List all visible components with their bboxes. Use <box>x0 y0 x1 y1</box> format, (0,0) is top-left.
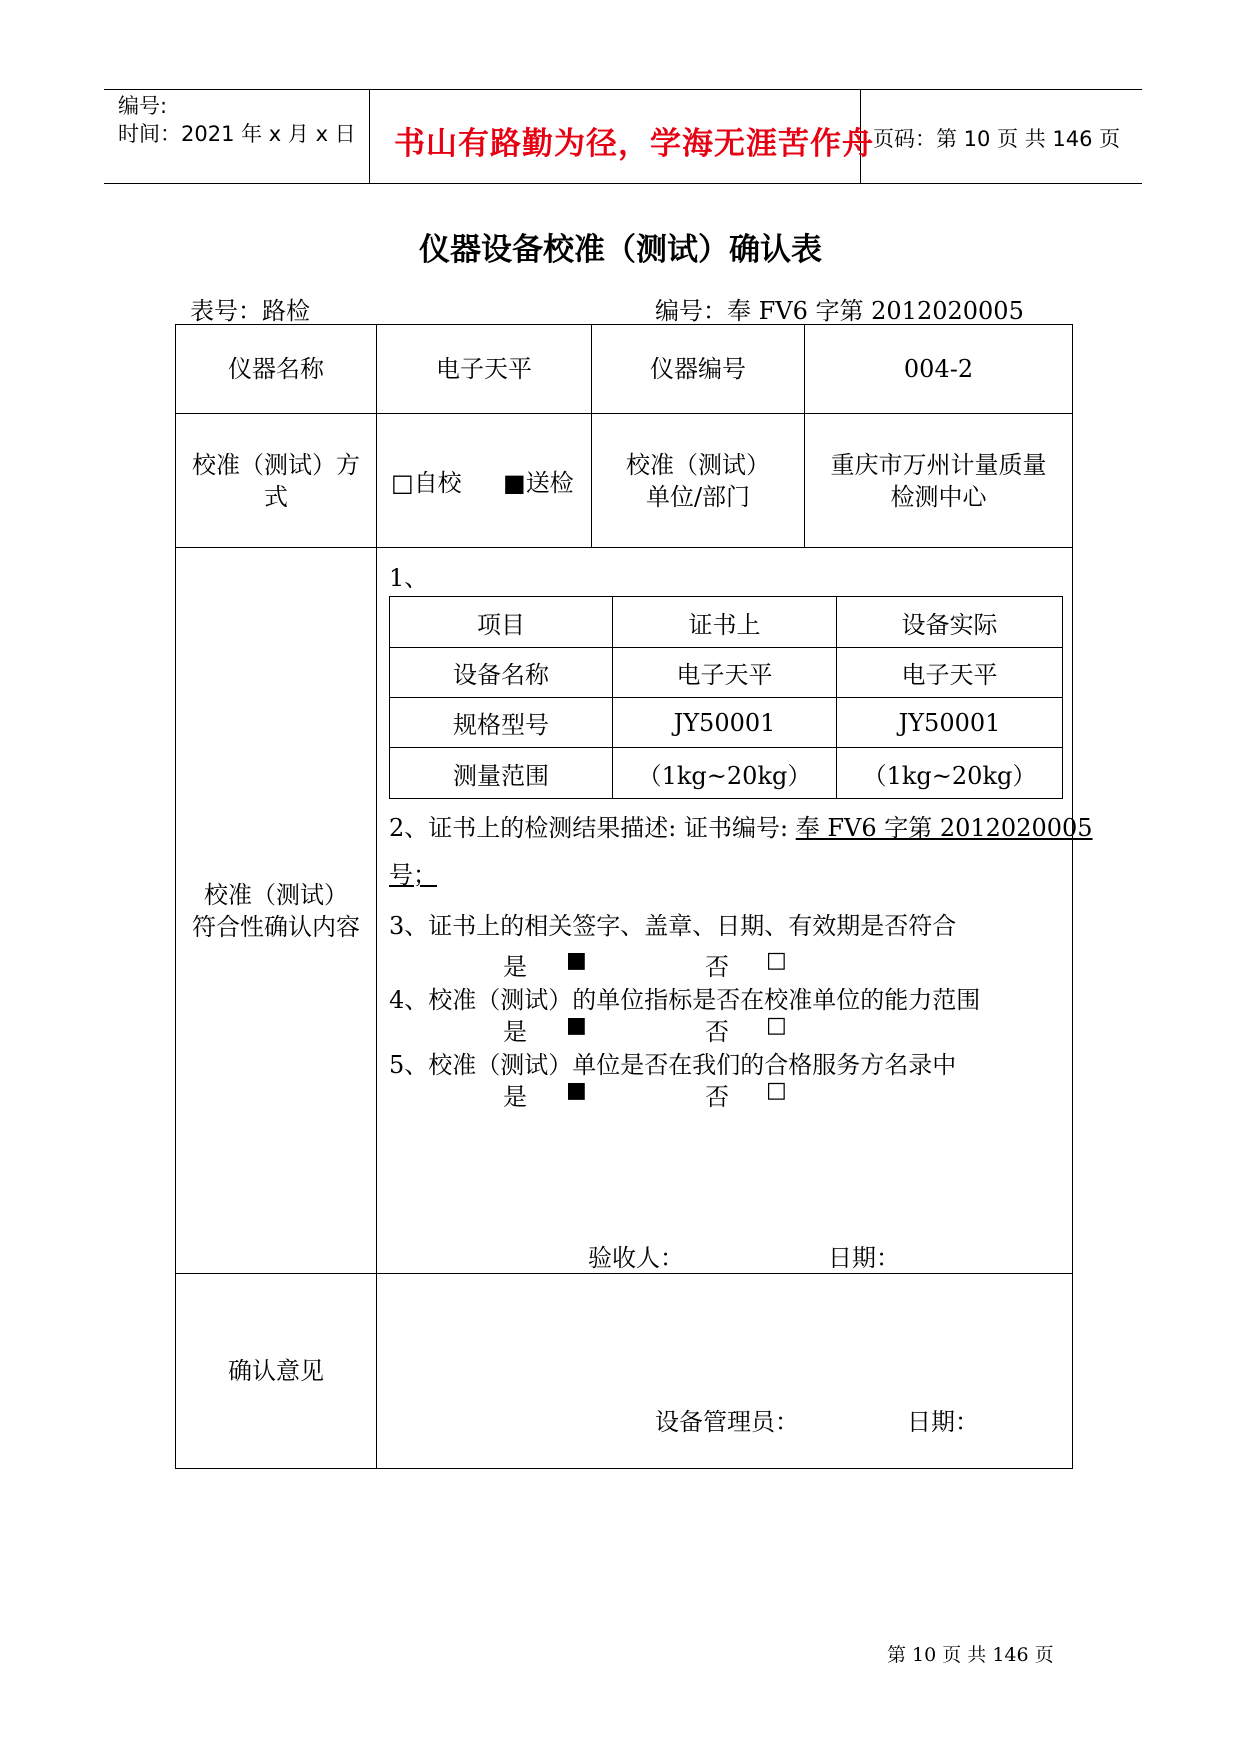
item-4-yes-checkbox[interactable]: ■ <box>566 1013 587 1038</box>
send-check-option[interactable] <box>503 463 574 498</box>
calibration-unit-value <box>805 414 1072 547</box>
calibration-unit-label <box>592 414 804 547</box>
header-top-rule <box>104 89 1142 90</box>
item-2-prefix: 2、证书上的检测结果描述: 证书编号: <box>389 814 796 842</box>
form-number: 表号：路检 <box>190 297 310 325</box>
instrument-name-label: 仪器名称 <box>228 355 324 383</box>
comparison-header: 项目 <box>477 610 525 639</box>
item-4-no-label: 否 <box>705 1018 729 1046</box>
self-check-label: 自校 <box>413 469 462 497</box>
item-5-text: 5、校准（测试）单位是否在我们的合格服务方名录中 <box>389 1051 957 1079</box>
item-5-yes-label: 是 <box>503 1083 527 1111</box>
header-number-label: 编号: <box>118 94 168 118</box>
item-2-text <box>389 808 1093 843</box>
instrument-name-value: 电子天平 <box>436 355 532 383</box>
comparison-cell: （1kg~20kg） <box>862 761 1037 790</box>
instrument-id-value: 004-2 <box>903 355 974 383</box>
comparison-header: 设备实际 <box>901 610 998 639</box>
header-time-label: 时间：2021 年 x 月 x 日 <box>118 122 356 146</box>
comparison-cell: （1kg~20kg） <box>637 761 812 790</box>
comparison-header: 证书上 <box>688 610 761 639</box>
calibration-unit-label-line2: 单位/部门 <box>645 482 751 511</box>
instrument-id-label: 仪器编号 <box>650 355 746 383</box>
serial-number: 编号：奉 FV6 字第 2012020005 <box>655 297 1024 325</box>
header-divider-left <box>369 90 370 184</box>
comparison-cell: 规格型号 <box>453 711 549 739</box>
equipment-manager-label: 设备管理员： <box>655 1408 799 1436</box>
comparison-cell: JY50001 <box>898 708 1001 737</box>
item-1-label: 1、 <box>389 564 429 592</box>
comparison-cell: 设备名称 <box>453 661 549 689</box>
send-check-label: 送检 <box>525 469 574 497</box>
send-check-checkbox[interactable]: ■ <box>503 469 526 497</box>
item-5-no-label: 否 <box>705 1083 729 1111</box>
calibration-method-label-line2: 式 <box>264 482 288 511</box>
col-divider-1 <box>376 324 377 1469</box>
item-3-text: 3、证书上的相关签字、盖章、日期、有效期是否符合 <box>389 912 957 940</box>
item-4-yes-label: 是 <box>503 1018 527 1046</box>
conformity-content-label-line1: 校准（测试） <box>204 880 348 909</box>
opinion-date-label: 日期： <box>907 1408 979 1436</box>
conformity-content-label-line2: 符合性确认内容 <box>192 912 360 941</box>
calibration-method-label <box>176 414 376 547</box>
item-5-no-checkbox[interactable]: □ <box>766 1078 787 1103</box>
acceptance-date-label: 日期： <box>828 1244 900 1272</box>
item-2-suffix: 号； <box>389 861 437 889</box>
item-5-yes-checkbox[interactable]: ■ <box>566 1078 587 1103</box>
header-motto: 书山有路勤为径，学海无涯苦作舟 <box>394 126 874 162</box>
comparison-cell: 测量范围 <box>453 761 549 790</box>
item-4-no-checkbox[interactable]: □ <box>766 1013 787 1038</box>
comparison-cell: 电子天平 <box>901 661 998 689</box>
item-3-no-label: 否 <box>705 953 729 981</box>
confirmation-opinion-label: 确认意见 <box>228 1357 324 1385</box>
calibration-unit-label-line1: 校准（测试） <box>626 450 770 479</box>
acceptor-label: 验收人： <box>588 1244 684 1272</box>
self-check-checkbox[interactable]: □ <box>391 469 414 497</box>
comparison-cell: 电子天平 <box>676 661 773 689</box>
calibration-unit-value-line1: 重庆市万州计量质量 <box>830 450 1047 479</box>
calibration-unit-value-line2: 检测中心 <box>890 482 987 511</box>
comparison-cell: JY50001 <box>673 708 776 737</box>
page-title: 仪器设备校准（测试）确认表 <box>419 232 822 268</box>
item-4-text: 4、校准（测试）的单位指标是否在校准单位的能力范围 <box>389 986 981 1014</box>
item-3-yes-checkbox[interactable]: ■ <box>566 948 587 973</box>
item-2-certificate-number: 奉 FV6 字第 2012020005 <box>795 814 1093 842</box>
self-check-option[interactable] <box>391 463 462 498</box>
header-page-info: 页码：第 10 页 共 146 页 <box>873 127 1121 151</box>
header-bottom-rule <box>104 183 1142 184</box>
calibration-method-label-line1: 校准（测试）方 <box>192 450 360 479</box>
conformity-content-label <box>176 548 376 1273</box>
page-footer: 第 10 页 共 146 页 <box>887 1644 1054 1666</box>
item-3-yes-label: 是 <box>503 953 527 981</box>
item-3-no-checkbox[interactable]: □ <box>766 948 787 973</box>
